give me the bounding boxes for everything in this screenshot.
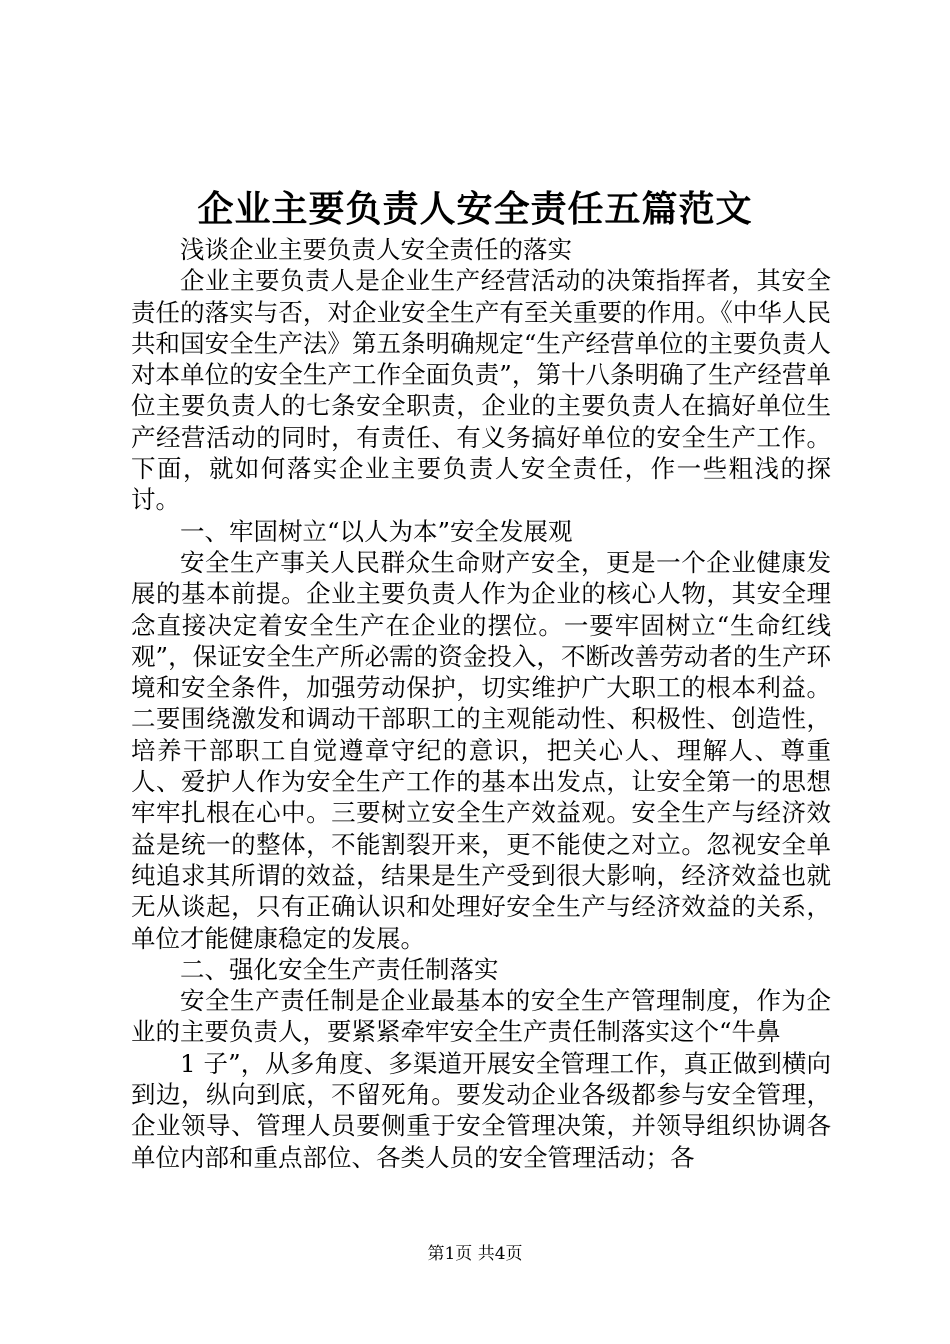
document-title: 企业主要负责人安全责任五篇范文 bbox=[197, 188, 753, 230]
body-paragraph: 安全生产责任制是企业最基本的安全生产管理制度，作为企业的主要负责人，要紧紧牵牢安全生产责任制落实这个“牛鼻 bbox=[131, 986, 831, 1047]
body-paragraph: 安全生产事关人民群众生命财产安全，更是一个企业健康发展的基本前提。企业主要负责人作为企业的核心人物，其安全理念直接决定着安全生产在企业的摆位。一要牢固树立“生命红线观”，保证安全生产所必需的资金投入，不断改善劳动者的生产环境和安全条件，加强劳动保护，切实维护广大职工的根本利益。二要围绕激发和调动干部职工的主观能动性、积极性、创造性，培养干部职工自觉遵章守纪的意识，把关心人、理解人、尊重人、爱护人作为安全生产工作的基本出发点，让安全第一的思想牢牢扎根在心中。三要树立安全生产效益观。安全生产与经济效益是统一的整体，不能割裂开来，更不能使之对立。忽视安全单纯追求其所谓的效益，结果是生产受到很大影响，经济效益也就无从谈起，只有正确认识和处理好安全生产与经济效益的关系，单位才能健康稳定的发展。 bbox=[131, 547, 831, 953]
section-heading-1: 一、牢固树立“以人为本”安全发展观 bbox=[180, 516, 573, 546]
document-body bbox=[131, 234, 831, 1173]
body-paragraph: 企业主要负责人是企业生产经营活动的决策指挥者，其安全责任的落实与否，对企业安全生产有至关重要的作用。《中华人民共和国安全生产法》第五条明确规定“生产经营单位的主要负责人对本单位的安全生产工作全面负责”，第十八条明确了生产经营单位主要负责人的七条安全职责，企业的主要负责人在搞好单位生产经营活动的同时，有责任、有义务搞好单位的安全生产工作。下面，就如何落实企业主要负责人安全责任，作一些粗浅的探讨。 bbox=[131, 266, 831, 515]
page-footer: 第1页 共4页 bbox=[427, 1244, 523, 1264]
body-paragraph: 1 子”，从多角度、多渠道开展安全管理工作，真正做到横向到边，纵向到底，不留死角。要发动企业各级都参与安全管理，企业领导、管理人员要侧重于安全管理决策，并领导组织协调各单位内部和重点部位、各类人员的安全管理活动；各 bbox=[131, 1048, 831, 1172]
section-heading-2: 二、强化安全生产责任制落实 bbox=[180, 954, 499, 984]
subtitle-paragraph: 浅谈企业主要负责人安全责任的落实 bbox=[180, 235, 572, 264]
